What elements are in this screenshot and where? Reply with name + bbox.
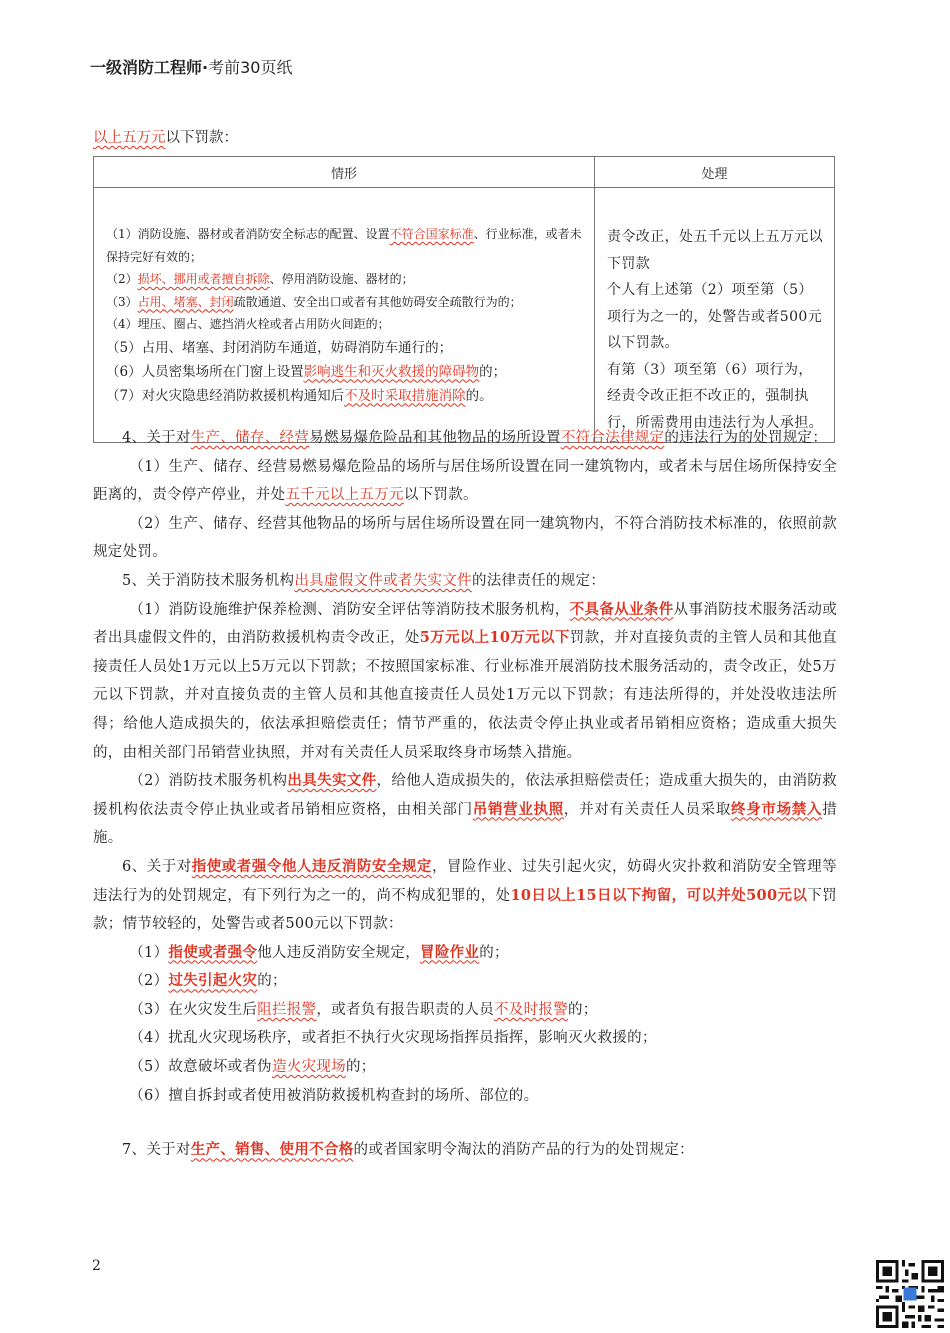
processing-2: 个人有上述第（2）项至第（5）项行为之一的，处警告或者500元以下罚款。 bbox=[607, 282, 823, 351]
section-6-item-3: （3）在火灾发生后阻拦报警，或者负有报告职责的人员不及时报警的； bbox=[129, 1001, 598, 1018]
condition-4: （4）埋压、圈占、遮挡消火栓或者占用防火间距的； bbox=[106, 317, 390, 331]
section-4-item-2: （2）生产、储存、经营其他物品的场所与居住场所设置在同一建筑物内，不符合消防技术标准的，依照前款规定处罚。 bbox=[93, 515, 837, 561]
section-5-heading: 5、关于消防技术服务机构出具虚假文件或者失实文件的法律责任的规定： bbox=[122, 572, 606, 589]
body-text bbox=[93, 424, 837, 1165]
qr-code-icon bbox=[876, 1260, 944, 1328]
condition-7: （7）对火灾隐患经消防救援机构通知后不及时采取措施消除的。 bbox=[106, 387, 493, 404]
page-header bbox=[90, 55, 292, 78]
header-subtitle: 考前30页纸 bbox=[208, 58, 293, 77]
intro-line bbox=[93, 126, 238, 147]
section-6-item-6: （6）擅自拆封或者使用被消防救援机构查封的场所、部位的。 bbox=[129, 1087, 539, 1104]
header-separator: · bbox=[202, 58, 209, 77]
conditions-cell bbox=[94, 188, 595, 443]
col-header-processing: 处理 bbox=[595, 157, 835, 188]
intro-rest: 以下罚款： bbox=[165, 130, 238, 146]
section-6-item-2: （2）过失引起火灾的； bbox=[129, 972, 287, 990]
section-4-heading: 4、关于对生产、储存、经营易燃易爆危险品和其他物品的场所设置不符合法律规定的违法行为的处罚规定： bbox=[122, 430, 828, 446]
processing-1: 责令改正，处五千元以上五万元以下罚款 bbox=[607, 229, 823, 272]
section-5-item-1: （1）消防设施维护保养检测、消防安全评估等消防技术服务机构，不具备从业条件从事消防技术服务活动或者出具虚假文件的，由消防救援机构责令改正，处5万元以上10万元以下罚款，并对直接负责的主管人员和其他直接责任人员处1万元以上5万元以下罚款；不按照国家标准、行业标准开展消防技术服务活动的，责令改正，处5万元以下罚款，并对直接负责的主管人员和其他直接责任人员处1万元以下罚款；有违法所得的，并处没收违法所得；给他人造成损失的，依法承担赔偿责任；情节严重的，依法责令停止执业或者吊销相应资格；造成重大损失的，由相关部门吊销营业执照，并对有关责任人员采取终身市场禁入措施。 bbox=[93, 600, 837, 761]
section-4-item-1: （1）生产、储存、经营易燃易爆危险品的场所与居住场所设置在同一建筑物内，或者未与居住场所保持安全距离的，责令停产停业，并处五千元以上五万元以下罚款。 bbox=[93, 458, 837, 504]
header-title: 一级消防工程师 bbox=[90, 58, 203, 77]
processing-cell bbox=[595, 188, 835, 443]
section-6-heading: 6、关于对指使或者强令他人违反消防安全规定，冒险作业、过失引起火灾，妨碍火灾扑救和消防安全管理等违法行为的处罚规定，有下列行为之一的，尚不构成犯罪的，处10日以上15日以下拘留，可以并处500元以下罚款；情节较轻的，处警告或者500元以下罚款： bbox=[93, 857, 837, 933]
condition-1: （1）消防设施、器材或者消防安全标志的配置、设置不符合国家标准、行业标准，或者未保持完好有效的； bbox=[106, 227, 582, 264]
table-header-row bbox=[94, 157, 835, 188]
condition-3: （3）占用、堵塞、封闭疏散通道、安全出口或者有其他妨碍安全疏散行为的； bbox=[106, 294, 522, 309]
section-6-item-5: （5）故意破坏或者伪造火灾现场的； bbox=[129, 1059, 376, 1076]
section-6-item-1: （1）指使或者强令他人违反消防安全规定，冒险作业的； bbox=[129, 943, 509, 961]
section-5-item-2: （2）消防技术服务机构出具失实文件，给他人造成损失的，依法承担赔偿责任；造成重大损失的，由消防救援机构依法责令停止执业或者吊销相应资格，由相关部门吊销营业执照，并对有关责任人员采取终身市场禁入措施。 bbox=[93, 772, 837, 847]
condition-6: （6）人员密集场所在门窗上设置影响逃生和灭火救援的障碍物的； bbox=[106, 363, 507, 380]
condition-2: （2）损坏、挪用或者擅自拆除、停用消防设施、器材的； bbox=[106, 272, 414, 286]
condition-5: （5）占用、堵塞、封闭消防车通道，妨碍消防车通行的； bbox=[106, 339, 453, 356]
col-header-condition: 情形 bbox=[94, 157, 595, 188]
page-number: 2 bbox=[92, 1258, 101, 1274]
intro-highlight: 以上五万元 bbox=[93, 130, 166, 146]
processing-3: 有第（3）项至第（6）项行为，经责令改正拒不改正的，强制执行，所需费用由违法行为人承担。 bbox=[607, 361, 823, 431]
section-7-heading: 7、关于对生产、销售、使用不合格的或者国家明令淘汰的消防产品的行为的处罚规定： bbox=[122, 1141, 694, 1159]
penalty-table bbox=[93, 156, 835, 443]
table-row bbox=[94, 188, 835, 443]
section-6-item-4: （4）扰乱火灾现场秩序，或者拒不执行火灾现场指挥员指挥，影响灭火救援的； bbox=[129, 1030, 657, 1047]
